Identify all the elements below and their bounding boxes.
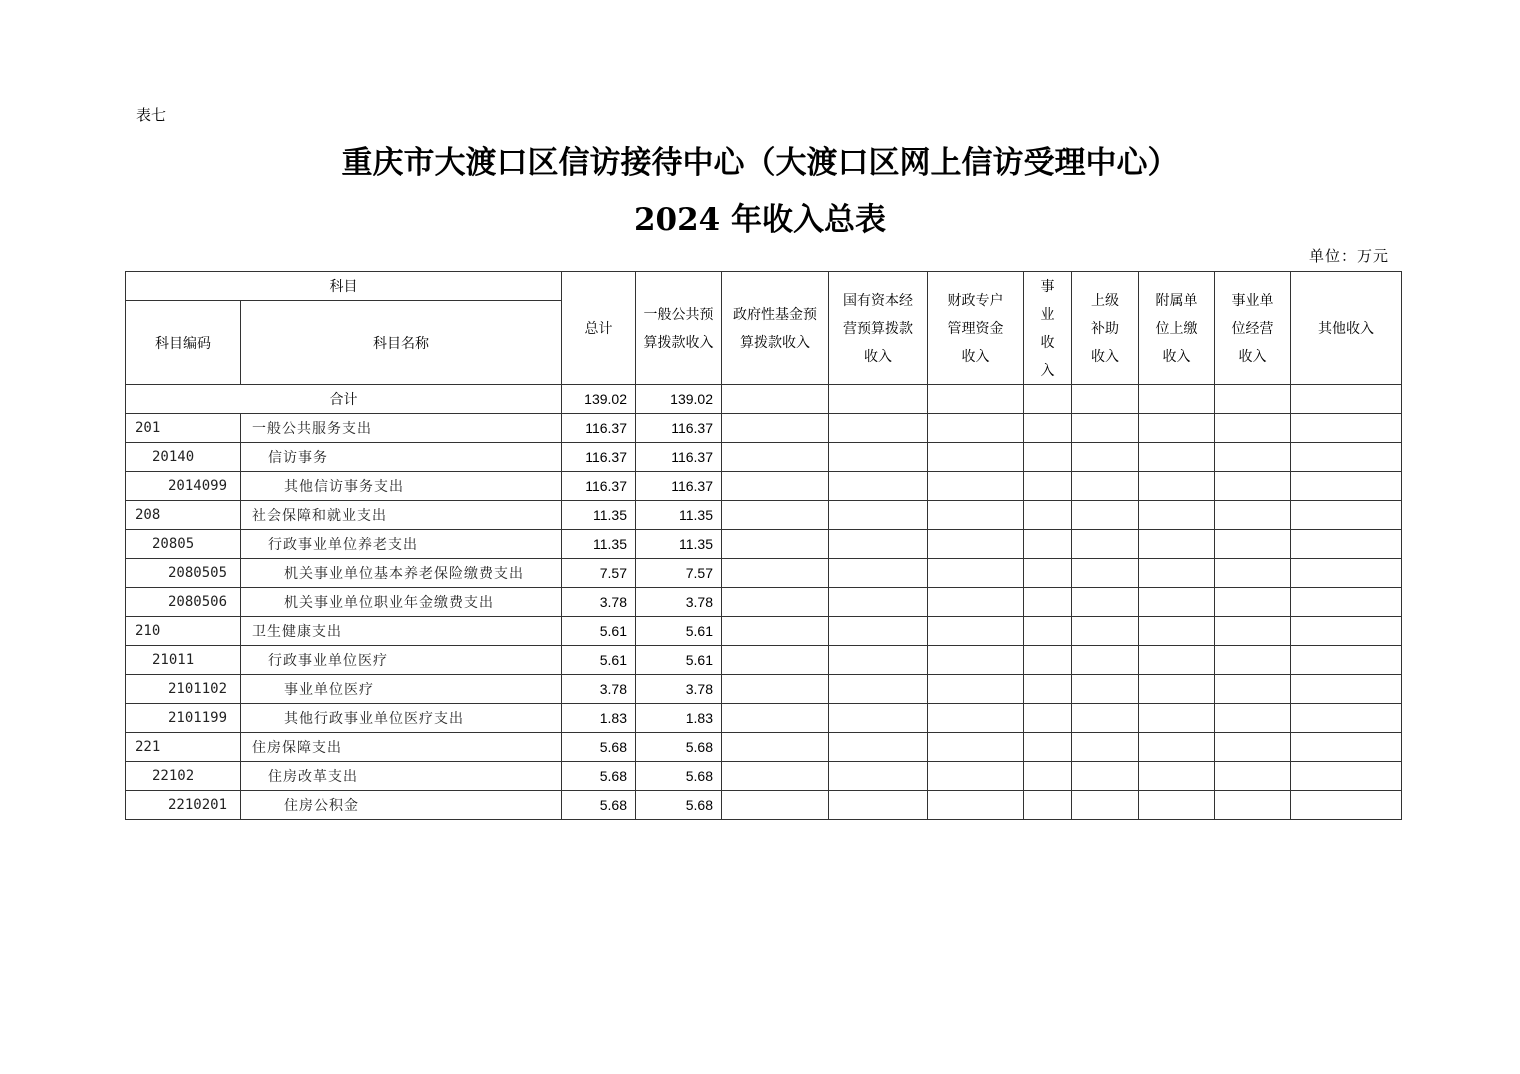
empty-cell: [928, 588, 1024, 617]
row-code: 2101102: [126, 675, 241, 704]
table-number: 表七: [136, 106, 167, 124]
row-name: 行政事业单位养老支出: [241, 530, 562, 559]
empty-cell: [1139, 791, 1215, 820]
empty-cell: [829, 588, 928, 617]
empty-cell: [829, 617, 928, 646]
empty-cell: [722, 617, 829, 646]
empty-cell: [1139, 414, 1215, 443]
empty-cell: [1291, 675, 1402, 704]
empty-cell: [722, 472, 829, 501]
empty-cell: [1072, 414, 1139, 443]
row-general: 116.37: [636, 472, 722, 501]
page-subtitle: 2024 年收入总表: [633, 202, 887, 238]
empty-cell: [1024, 646, 1072, 675]
empty-cell: [928, 791, 1024, 820]
row-name: 住房公积金: [241, 791, 562, 820]
empty-cell: [722, 646, 829, 675]
empty-cell: [829, 646, 928, 675]
row-code: 2080506: [126, 588, 241, 617]
empty-cell: [1072, 559, 1139, 588]
empty-cell: [829, 791, 928, 820]
row-name: 社会保障和就业支出: [241, 501, 562, 530]
table-row: [126, 791, 1402, 820]
empty-cell: [829, 385, 928, 414]
row-code: 2101199: [126, 704, 241, 733]
header-superior-subsidy: 上级补助收入: [1072, 272, 1139, 385]
row-general: 116.37: [636, 443, 722, 472]
empty-cell: [1215, 588, 1291, 617]
empty-cell: [1291, 385, 1402, 414]
empty-cell: [1139, 385, 1215, 414]
empty-cell: [1072, 443, 1139, 472]
empty-cell: [829, 443, 928, 472]
row-name: 其他信访事务支出: [241, 472, 562, 501]
empty-cell: [928, 704, 1024, 733]
empty-cell: [722, 501, 829, 530]
empty-cell: [1291, 559, 1402, 588]
empty-cell: [722, 588, 829, 617]
empty-cell: [928, 617, 1024, 646]
empty-cell: [1139, 501, 1215, 530]
empty-cell: [1072, 530, 1139, 559]
empty-cell: [1139, 559, 1215, 588]
row-total: 116.37: [562, 443, 636, 472]
row-code: 22102: [126, 762, 241, 791]
empty-cell: [1139, 733, 1215, 762]
empty-cell: [829, 472, 928, 501]
empty-cell: [928, 646, 1024, 675]
row-total: 5.68: [562, 791, 636, 820]
empty-cell: [1215, 501, 1291, 530]
empty-cell: [829, 530, 928, 559]
header-general-budget: 一般公共预算拨款收入: [636, 272, 722, 385]
empty-cell: [1291, 530, 1402, 559]
empty-cell: [1072, 791, 1139, 820]
empty-cell: [1024, 472, 1072, 501]
empty-cell: [829, 704, 928, 733]
row-general: 5.68: [636, 791, 722, 820]
empty-cell: [1072, 733, 1139, 762]
row-total: 11.35: [562, 530, 636, 559]
row-total: 116.37: [562, 414, 636, 443]
row-name: 机关事业单位基本养老保险缴费支出: [241, 559, 562, 588]
empty-cell: [1024, 791, 1072, 820]
row-name: 事业单位医疗: [241, 675, 562, 704]
table-row: [126, 414, 1402, 443]
empty-cell: [829, 762, 928, 791]
total-total: 139.02: [562, 385, 636, 414]
empty-cell: [1215, 472, 1291, 501]
empty-cell: [722, 443, 829, 472]
row-code: 20805: [126, 530, 241, 559]
row-general: 5.61: [636, 646, 722, 675]
header-code: 科目编码: [126, 301, 241, 385]
row-code: 221: [126, 733, 241, 762]
row-code: 2080505: [126, 559, 241, 588]
empty-cell: [1024, 733, 1072, 762]
empty-cell: [928, 501, 1024, 530]
empty-cell: [1215, 704, 1291, 733]
table-row: [126, 443, 1402, 472]
table-row: [126, 559, 1402, 588]
empty-cell: [722, 385, 829, 414]
table-row: [126, 588, 1402, 617]
empty-cell: [1139, 472, 1215, 501]
empty-cell: [829, 501, 928, 530]
header-gov-fund: 政府性基金预算拨款收入: [722, 272, 829, 385]
empty-cell: [1072, 588, 1139, 617]
empty-cell: [928, 675, 1024, 704]
empty-cell: [1291, 501, 1402, 530]
empty-cell: [1291, 617, 1402, 646]
row-code: 208: [126, 501, 241, 530]
total-general: 139.02: [636, 385, 722, 414]
empty-cell: [928, 472, 1024, 501]
empty-cell: [1072, 646, 1139, 675]
empty-cell: [1291, 443, 1402, 472]
income-summary-table: [125, 271, 1402, 820]
table-row: [126, 501, 1402, 530]
empty-cell: [1024, 704, 1072, 733]
empty-cell: [1215, 733, 1291, 762]
empty-cell: [722, 733, 829, 762]
empty-cell: [928, 733, 1024, 762]
empty-cell: [722, 675, 829, 704]
empty-cell: [722, 791, 829, 820]
empty-cell: [1072, 501, 1139, 530]
row-general: 7.57: [636, 559, 722, 588]
empty-cell: [1024, 530, 1072, 559]
empty-cell: [1072, 385, 1139, 414]
empty-cell: [1072, 762, 1139, 791]
empty-cell: [1291, 762, 1402, 791]
empty-cell: [722, 559, 829, 588]
row-general: 116.37: [636, 414, 722, 443]
unit-label: 单位：万元: [1308, 247, 1389, 265]
empty-cell: [1024, 588, 1072, 617]
page-title: 重庆市大渡口区信访接待中心（大渡口区网上信访受理中心）: [341, 145, 1179, 181]
row-general: 5.68: [636, 762, 722, 791]
empty-cell: [1024, 675, 1072, 704]
row-name: 信访事务: [241, 443, 562, 472]
row-name: 行政事业单位医疗: [241, 646, 562, 675]
row-general: 5.61: [636, 617, 722, 646]
row-general: 1.83: [636, 704, 722, 733]
empty-cell: [1215, 385, 1291, 414]
table-row: [126, 675, 1402, 704]
row-code: 201: [126, 414, 241, 443]
table-row: [126, 704, 1402, 733]
row-total: 3.78: [562, 588, 636, 617]
table-row: [126, 733, 1402, 762]
total-row: [126, 385, 1402, 414]
empty-cell: [1139, 617, 1215, 646]
empty-cell: [1291, 472, 1402, 501]
row-total: 5.61: [562, 617, 636, 646]
empty-cell: [1139, 588, 1215, 617]
empty-cell: [1215, 791, 1291, 820]
table-row: [126, 646, 1402, 675]
empty-cell: [722, 762, 829, 791]
empty-cell: [928, 443, 1024, 472]
empty-cell: [1072, 675, 1139, 704]
empty-cell: [829, 559, 928, 588]
row-total: 7.57: [562, 559, 636, 588]
header-affiliated-income: 附属单位上缴收入: [1139, 272, 1215, 385]
empty-cell: [1139, 530, 1215, 559]
row-total: 11.35: [562, 501, 636, 530]
header-business-income: 事业收入: [1024, 272, 1072, 385]
row-name: 机关事业单位职业年金缴费支出: [241, 588, 562, 617]
empty-cell: [1215, 762, 1291, 791]
empty-cell: [1291, 733, 1402, 762]
empty-cell: [1291, 791, 1402, 820]
empty-cell: [1024, 443, 1072, 472]
header-name: 科目名称: [241, 301, 562, 385]
total-label: 合计: [126, 385, 562, 414]
empty-cell: [829, 733, 928, 762]
empty-cell: [1024, 414, 1072, 443]
empty-cell: [1291, 414, 1402, 443]
row-name: 住房改革支出: [241, 762, 562, 791]
row-general: 11.35: [636, 530, 722, 559]
empty-cell: [1215, 443, 1291, 472]
row-code: 21011: [126, 646, 241, 675]
table-row: [126, 530, 1402, 559]
empty-cell: [928, 559, 1024, 588]
table-row: [126, 762, 1402, 791]
row-general: 3.78: [636, 588, 722, 617]
row-total: 3.78: [562, 675, 636, 704]
empty-cell: [928, 530, 1024, 559]
row-total: 5.68: [562, 733, 636, 762]
row-general: 5.68: [636, 733, 722, 762]
row-name: 一般公共服务支出: [241, 414, 562, 443]
row-total: 116.37: [562, 472, 636, 501]
empty-cell: [1139, 675, 1215, 704]
table-row: [126, 617, 1402, 646]
empty-cell: [829, 414, 928, 443]
empty-cell: [1024, 559, 1072, 588]
row-name: 卫生健康支出: [241, 617, 562, 646]
empty-cell: [1215, 646, 1291, 675]
empty-cell: [1215, 530, 1291, 559]
header-total: 总计: [562, 272, 636, 385]
row-name: 其他行政事业单位医疗支出: [241, 704, 562, 733]
row-code: 2014099: [126, 472, 241, 501]
empty-cell: [1139, 704, 1215, 733]
empty-cell: [722, 530, 829, 559]
empty-cell: [1024, 501, 1072, 530]
empty-cell: [1139, 646, 1215, 675]
row-code: 20140: [126, 443, 241, 472]
header-subject-group: 科目: [126, 272, 562, 301]
empty-cell: [722, 704, 829, 733]
empty-cell: [928, 385, 1024, 414]
row-total: 5.61: [562, 646, 636, 675]
empty-cell: [1215, 414, 1291, 443]
empty-cell: [1291, 704, 1402, 733]
row-general: 11.35: [636, 501, 722, 530]
header-state-capital: 国有资本经营预算拨款收入: [829, 272, 928, 385]
empty-cell: [829, 675, 928, 704]
header-operating-income: 事业单位经营收入: [1215, 272, 1291, 385]
row-total: 1.83: [562, 704, 636, 733]
empty-cell: [1072, 472, 1139, 501]
row-code: 210: [126, 617, 241, 646]
row-code: 2210201: [126, 791, 241, 820]
row-total: 5.68: [562, 762, 636, 791]
empty-cell: [1139, 443, 1215, 472]
empty-cell: [1072, 704, 1139, 733]
empty-cell: [1072, 617, 1139, 646]
row-general: 3.78: [636, 675, 722, 704]
row-name: 住房保障支出: [241, 733, 562, 762]
empty-cell: [928, 414, 1024, 443]
empty-cell: [1215, 559, 1291, 588]
empty-cell: [722, 414, 829, 443]
empty-cell: [1024, 385, 1072, 414]
header-other-income: 其他收入: [1291, 272, 1402, 385]
empty-cell: [1024, 617, 1072, 646]
empty-cell: [1215, 675, 1291, 704]
empty-cell: [1024, 762, 1072, 791]
table-row: [126, 472, 1402, 501]
empty-cell: [1291, 588, 1402, 617]
empty-cell: [1139, 762, 1215, 791]
empty-cell: [928, 762, 1024, 791]
empty-cell: [1291, 646, 1402, 675]
header-special-fund: 财政专户管理资金收入: [928, 272, 1024, 385]
empty-cell: [1215, 617, 1291, 646]
